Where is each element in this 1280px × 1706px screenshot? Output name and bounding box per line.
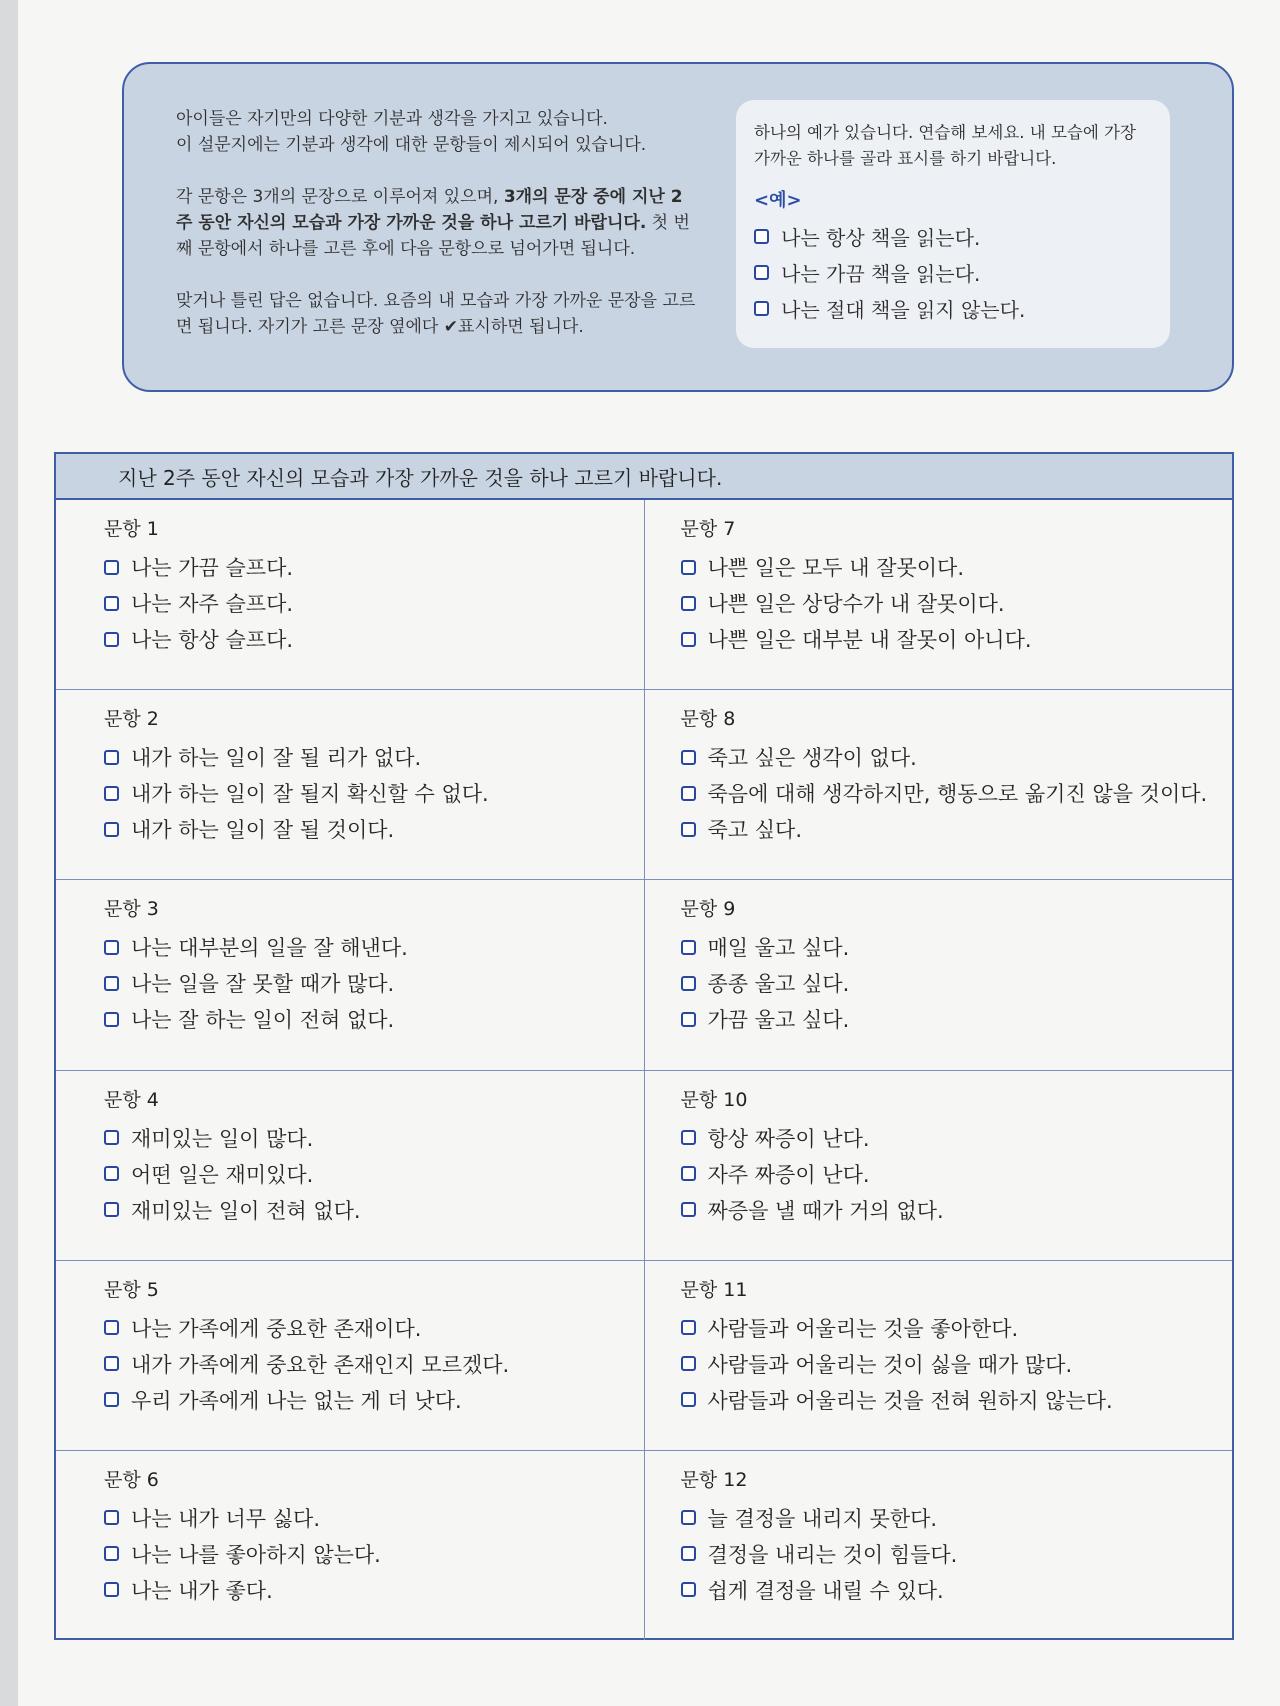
answer-option[interactable] — [681, 1536, 1233, 1572]
instructions-paragraph-1 — [176, 106, 696, 158]
question-item-12 — [645, 1451, 1233, 1640]
question-title: 문항 8 — [680, 708, 736, 731]
question-title: 문항 9 — [680, 898, 736, 921]
answer-label: 내가 하는 일이 잘 될 것이다. — [131, 818, 395, 843]
checkbox-icon[interactable] — [681, 1166, 696, 1181]
example-option[interactable] — [754, 218, 1152, 254]
question-item-6 — [56, 1451, 644, 1640]
answer-label: 재미있는 일이 전혀 없다. — [131, 1198, 361, 1223]
answer-label: 자주 짜증이 난다. — [707, 1162, 870, 1187]
checkbox-icon[interactable] — [681, 1202, 696, 1217]
survey-header: 지난 2주 동안 자신의 모습과 가장 가까운 것을 하나 고르기 바랍니다. — [56, 454, 1232, 500]
instructions-para3-end: 표시하면 됩니다. — [457, 317, 584, 337]
answer-label: 나는 가족에게 중요한 존재이다. — [131, 1316, 422, 1341]
answer-option[interactable] — [104, 1310, 644, 1346]
checkbox-icon[interactable] — [681, 786, 696, 801]
checkbox-icon[interactable] — [681, 822, 696, 837]
checkbox-icon[interactable] — [104, 1582, 119, 1597]
answer-option[interactable] — [681, 1346, 1233, 1382]
answer-option[interactable] — [681, 739, 1233, 775]
answer-label: 나는 내가 너무 싫다. — [131, 1506, 320, 1531]
instructions-panel — [122, 62, 1234, 392]
answer-label: 나는 자주 슬프다. — [131, 592, 294, 616]
answer-label: 짜증을 낼 때가 거의 없다. — [707, 1198, 944, 1223]
instructions-paragraph-3 — [176, 288, 696, 340]
question-item-11 — [645, 1261, 1233, 1451]
question-item-2 — [56, 690, 644, 880]
answer-option[interactable] — [681, 1192, 1233, 1228]
example-option-label: 나는 절대 책을 읽지 않는다. — [781, 297, 1026, 322]
question-title: 문항 4 — [104, 1088, 159, 1111]
question-title: 문항 6 — [104, 1468, 159, 1491]
instructions-para3-start: 맞거나 틀린 답은 없습니다. 요즘의 내 모습과 가장 가까운 문장을 고르면 됩니다. 자기가 고른 문장 옆에다 — [176, 291, 696, 337]
checkbox-icon[interactable] — [681, 750, 696, 765]
answer-label: 나는 항상 슬프다. — [131, 628, 294, 652]
answer-option[interactable] — [104, 929, 644, 965]
question-item-5 — [56, 1261, 644, 1451]
answer-label: 죽고 싶은 생각이 없다. — [707, 746, 917, 771]
question-item-3 — [56, 880, 644, 1070]
checkbox-icon[interactable] — [754, 265, 769, 280]
answer-label: 결정을 내리는 것이 힘들다. — [707, 1542, 958, 1567]
checkbox-icon[interactable] — [104, 632, 119, 647]
answer-option[interactable] — [104, 811, 644, 847]
checkbox-icon[interactable] — [104, 560, 119, 575]
answer-option[interactable] — [681, 965, 1233, 1001]
instructions-para2-end: 첫 번째 문항에서 하나를 고른 후에 다음 문항으로 넘어가면 됩니다. — [176, 213, 690, 259]
questionnaire-page — [18, 0, 1280, 1706]
answer-label: 어떤 일은 재미있다. — [131, 1162, 314, 1187]
answer-option[interactable] — [104, 1192, 644, 1228]
question-item-10 — [645, 1071, 1233, 1261]
answer-option[interactable] — [681, 929, 1233, 965]
answer-label: 나는 가끔 슬프다. — [131, 556, 294, 580]
checkbox-icon[interactable] — [681, 1582, 696, 1597]
example-option[interactable] — [754, 254, 1152, 290]
answer-label: 매일 울고 싶다. — [707, 936, 850, 961]
answer-label: 사람들과 어울리는 것을 전혀 원하지 않는다. — [707, 1388, 1113, 1413]
answer-label: 죽고 싶다. — [707, 818, 802, 843]
question-title: 문항 7 — [680, 518, 736, 540]
answer-option[interactable] — [681, 775, 1233, 811]
question-item-9 — [645, 880, 1233, 1070]
answer-label: 죽음에 대해 생각하지만, 행동으로 옮기진 않을 것이다. — [707, 782, 1208, 807]
answer-option[interactable] — [681, 1001, 1233, 1037]
instructions-para2-start: 각 문항은 3개의 문장으로 이루어져 있으며, — [176, 187, 504, 207]
checkbox-icon[interactable] — [104, 976, 119, 991]
instructions-para2-bold: 3개의 문장 중에 지난 2주 동안 자신의 모습과 가장 가까운 것을 하나 고르기 바랍니다. — [176, 187, 683, 233]
checkbox-icon[interactable] — [104, 1202, 119, 1217]
answer-option[interactable] — [681, 1156, 1233, 1192]
checkbox-icon[interactable] — [104, 1392, 119, 1407]
answer-label: 내가 가족에게 중요한 존재인지 모르겠다. — [131, 1352, 510, 1377]
checkbox-icon[interactable] — [104, 940, 119, 955]
answer-option[interactable] — [104, 1001, 644, 1037]
survey-column-left — [56, 500, 645, 1640]
checkbox-icon[interactable] — [104, 1356, 119, 1371]
instructions-line-2: 이 설문지에는 기분과 생각에 대한 문항들이 제시되어 있습니다. — [176, 135, 647, 155]
instructions-paragraph-2 — [176, 184, 696, 262]
answer-label: 재미있는 일이 많다. — [131, 1126, 314, 1151]
answer-label: 내가 하는 일이 잘 될 리가 없다. — [131, 746, 422, 771]
checkbox-icon[interactable] — [104, 1320, 119, 1335]
answer-label: 늘 결정을 내리지 못한다. — [707, 1506, 938, 1531]
answer-label: 나는 대부분의 일을 잘 해낸다. — [131, 936, 408, 961]
question-item-7 — [645, 500, 1233, 690]
answer-option[interactable] — [681, 585, 1233, 621]
answer-option[interactable] — [104, 775, 644, 811]
example-option-label: 나는 항상 책을 읽는다. — [781, 225, 981, 250]
checkbox-icon[interactable] — [754, 229, 769, 244]
checkbox-icon[interactable] — [681, 1320, 696, 1335]
checkbox-icon[interactable] — [104, 822, 119, 837]
answer-option[interactable] — [104, 1346, 644, 1382]
answer-label: 내가 하는 일이 잘 될지 확신할 수 없다. — [131, 782, 489, 807]
checkbox-icon[interactable] — [104, 596, 119, 611]
checkbox-icon[interactable] — [681, 632, 696, 647]
checkbox-icon[interactable] — [104, 1510, 119, 1525]
instructions-text — [176, 106, 696, 366]
checkbox-icon[interactable] — [681, 1130, 696, 1145]
question-title: 문항 11 — [680, 1278, 748, 1301]
checkbox-icon[interactable] — [681, 940, 696, 955]
answer-label: 사람들과 어울리는 것을 좋아한다. — [707, 1316, 1019, 1341]
answer-option[interactable] — [681, 621, 1233, 657]
question-title: 문항 12 — [680, 1468, 748, 1491]
survey-column-right — [645, 500, 1233, 1640]
checkbox-icon[interactable] — [681, 596, 696, 611]
question-item-4 — [56, 1071, 644, 1261]
answer-option[interactable] — [104, 1536, 644, 1572]
answer-option[interactable] — [681, 549, 1233, 585]
checkbox-icon[interactable] — [681, 1356, 696, 1371]
answer-label: 나는 일을 잘 못할 때가 많다. — [131, 972, 395, 997]
answer-label: 나쁜 일은 상당수가 내 잘못이다. — [707, 592, 1005, 616]
question-title: 문항 1 — [104, 518, 159, 540]
question-title: 문항 10 — [680, 1088, 748, 1111]
question-item-1 — [56, 500, 644, 690]
answer-option[interactable] — [104, 1120, 644, 1156]
answer-option[interactable] — [104, 1500, 644, 1536]
checkbox-icon[interactable] — [681, 1012, 696, 1027]
checkbox-icon[interactable] — [104, 1166, 119, 1181]
answer-option[interactable] — [681, 1310, 1233, 1346]
question-item-8 — [645, 690, 1233, 880]
answer-label: 쉽게 결정을 내릴 수 있다. — [707, 1578, 944, 1603]
answer-option[interactable] — [104, 549, 644, 585]
checkbox-icon[interactable] — [104, 786, 119, 801]
checkbox-icon[interactable] — [681, 560, 696, 575]
answer-label: 나는 나를 좋아하지 않는다. — [131, 1542, 381, 1567]
instructions-line-1: 아이들은 자기만의 다양한 기분과 생각을 가지고 있습니다. — [176, 109, 608, 129]
answer-option[interactable] — [681, 1382, 1233, 1418]
checkbox-icon[interactable] — [104, 1546, 119, 1561]
checkmark-icon: ✔ — [443, 317, 458, 337]
answer-option[interactable] — [104, 965, 644, 1001]
survey-table — [54, 452, 1234, 1640]
answer-option[interactable] — [681, 1500, 1233, 1536]
checkbox-icon[interactable] — [681, 1546, 696, 1561]
answer-option[interactable] — [681, 811, 1233, 847]
checkbox-icon[interactable] — [681, 1392, 696, 1407]
checkbox-icon[interactable] — [754, 301, 769, 316]
example-option[interactable] — [754, 290, 1152, 326]
answer-label: 항상 짜증이 난다. — [707, 1126, 870, 1151]
checkbox-icon[interactable] — [104, 1130, 119, 1145]
example-option-label: 나는 가끔 책을 읽는다. — [781, 261, 981, 286]
survey-body — [56, 500, 1232, 1640]
example-label: <예> — [754, 190, 802, 211]
answer-label: 나쁜 일은 모두 내 잘못이다. — [707, 556, 965, 580]
checkbox-icon[interactable] — [104, 750, 119, 765]
question-title: 문항 3 — [104, 898, 159, 921]
answer-label: 나쁜 일은 대부분 내 잘못이 아니다. — [707, 628, 1032, 652]
question-title: 문항 2 — [104, 708, 159, 731]
answer-option[interactable] — [104, 739, 644, 775]
answer-label: 가끔 울고 싶다. — [707, 1008, 850, 1033]
example-panel — [736, 100, 1170, 348]
answer-option[interactable] — [104, 585, 644, 621]
answer-option[interactable] — [104, 621, 644, 657]
answer-label: 우리 가족에게 나는 없는 게 더 낫다. — [131, 1388, 462, 1413]
answer-label: 나는 내가 좋다. — [131, 1578, 273, 1603]
example-intro: 하나의 예가 있습니다. 연습해 보세요. 내 모습에 가장 가까운 하나를 골라 표시를 하기 바랍니다. — [754, 123, 1136, 168]
checkbox-icon[interactable] — [104, 1012, 119, 1027]
answer-option[interactable] — [104, 1156, 644, 1192]
answer-label: 나는 잘 하는 일이 전혀 없다. — [131, 1008, 395, 1033]
answer-option[interactable] — [104, 1572, 644, 1608]
answer-option[interactable] — [681, 1572, 1233, 1608]
answer-label: 사람들과 어울리는 것이 싫을 때가 많다. — [707, 1352, 1073, 1377]
answer-option[interactable] — [681, 1120, 1233, 1156]
checkbox-icon[interactable] — [681, 1510, 696, 1525]
question-title: 문항 5 — [104, 1278, 159, 1301]
answer-option[interactable] — [104, 1382, 644, 1418]
checkbox-icon[interactable] — [681, 976, 696, 991]
answer-label: 종종 울고 싶다. — [707, 972, 850, 997]
